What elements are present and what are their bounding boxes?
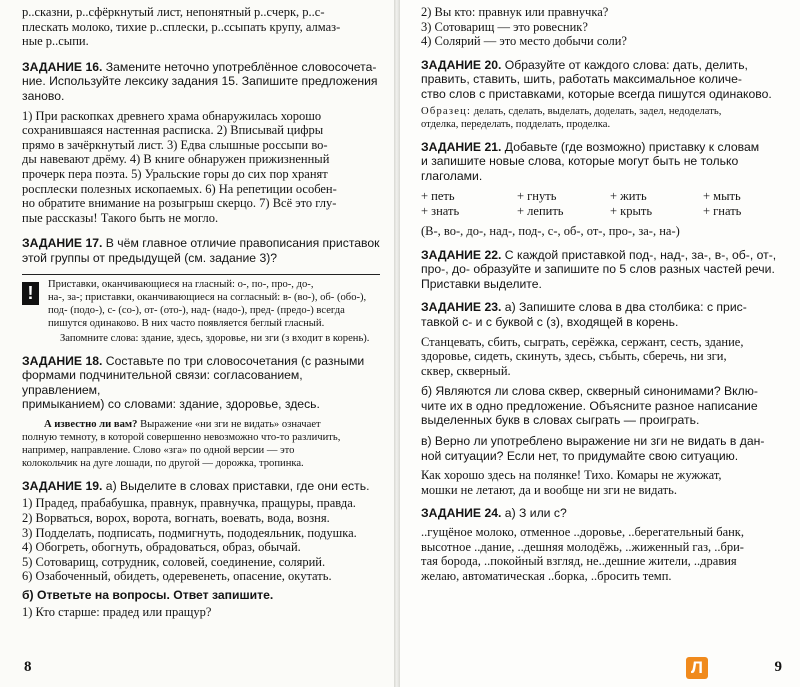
quote-block bbox=[421, 468, 784, 497]
word-item: + жить bbox=[610, 189, 647, 204]
intro-words bbox=[22, 5, 380, 49]
left-page bbox=[0, 0, 394, 687]
text-line: росплески полезных ископаемых. 6) На репетиции особен- bbox=[22, 181, 337, 196]
task-instruction: а) Выделите в словах приставки, где они есть. bbox=[105, 478, 370, 493]
task-23 bbox=[421, 300, 784, 497]
task-part-c bbox=[421, 434, 784, 463]
text-line: но обратите внимание на розыгрыш скерцо. 7) Всё это глу- bbox=[22, 196, 337, 211]
word-item: + гнать bbox=[703, 204, 742, 219]
task-instruction: Добавьте (где возможно) приставку к словам bbox=[504, 139, 760, 154]
task-instruction: ство слов с приставками, которые всегда пишутся одинаково. bbox=[421, 86, 772, 101]
list-item: 3) Подделать, подписать, подмигнуть, пододеяльник, подушка. bbox=[22, 525, 357, 540]
task-18 bbox=[22, 354, 380, 412]
task-title: ЗАДАНИЕ 22. bbox=[421, 247, 502, 262]
task-16 bbox=[22, 60, 380, 226]
task-19 bbox=[22, 479, 380, 619]
right-page bbox=[400, 0, 800, 687]
text-line: прямо в зачёркнутый лист. 3) Едва слышные россыпи во- bbox=[22, 137, 328, 152]
task-part-b bbox=[421, 384, 784, 428]
text-line: здоровье, сидеть, скинуть, здесь, събыть, сберечь, ни зги, bbox=[421, 349, 727, 364]
task-24 bbox=[421, 506, 784, 583]
task-title: ЗАДАНИЕ 18. bbox=[22, 353, 103, 368]
task-instruction: Приставки выделите. bbox=[421, 276, 542, 291]
word-item: + гнуть bbox=[517, 189, 557, 204]
word-item: + крыть bbox=[610, 204, 653, 219]
task-instruction: В чём главное отличие правописания приставок bbox=[105, 236, 380, 251]
task-instruction: про-, до- образуйте и запишите по 5 слов разных частей речи. bbox=[421, 262, 775, 277]
list-item: 2) Ворваться, ворох, ворота, вогнать, воевать, вода, возня. bbox=[22, 511, 330, 526]
text-line: плескать молоко, тихие р..сплески, р..ссыпать крупу, алмаз- bbox=[22, 19, 341, 34]
rule-line: Приставки, оканчивающиеся на гласный: о-, по-, про-, до-, bbox=[48, 278, 314, 290]
question: 3) Сотоварищ — это ровесник? bbox=[421, 19, 588, 34]
word-item: + лепить bbox=[517, 204, 564, 219]
prefix-hint: (В-, во-, до-, над-, под-, с-, об-, от-, про-, за-, на-) bbox=[421, 223, 680, 238]
task-instruction: чите их в одно предложение. Объясните разное написание bbox=[421, 398, 758, 413]
text-line: сквер, скверный. bbox=[421, 363, 511, 378]
task-title: ЗАДАНИЕ 19. bbox=[22, 478, 103, 493]
sample-label: Образец: bbox=[421, 105, 472, 117]
did-you-know-text: например, направление. Слово «зга» по одной версии — это bbox=[22, 444, 295, 456]
rule-line: под- (подо-), с- (со-), от- (ото-), над- (надо-), пред- (предо-) всегда bbox=[48, 304, 345, 316]
task-20 bbox=[421, 58, 784, 131]
did-you-know-title: А известно ли вам? bbox=[44, 418, 138, 430]
text-line: сохранившаяся настенная расписка. 2) Вписывай цифры bbox=[22, 123, 324, 138]
text-line: ные р..сыпи. bbox=[22, 34, 89, 49]
page-number: 8 bbox=[24, 659, 32, 675]
text-line: ды навевают дрёму. 4) В книге обнаружен прижизненный bbox=[22, 152, 330, 167]
task-title: ЗАДАНИЕ 24. bbox=[421, 506, 502, 521]
text-line: пые рассказы! Такого быть не могло. bbox=[22, 210, 219, 225]
text-line: мошки не летают, да и вообще ни зги не видать. bbox=[421, 482, 677, 497]
task-instruction: тавкой с- и с буквой с (з), входящей в корень. bbox=[421, 314, 679, 329]
word-item: + знать bbox=[421, 204, 460, 219]
page-number: 9 bbox=[774, 659, 782, 675]
task-instruction: б) Являются ли слова сквер, скверный синонимами? Вклю- bbox=[421, 384, 758, 399]
task-part-b: б) Ответьте на вопросы. Ответ запишите. bbox=[22, 588, 274, 603]
task-title: ЗАДАНИЕ 17. bbox=[22, 236, 103, 251]
task-title: ЗАДАНИЕ 21. bbox=[421, 139, 502, 154]
word-item: + петь bbox=[421, 189, 455, 204]
text-line: желаю, автоматическая ..борка, ..бросить темп. bbox=[421, 568, 672, 583]
question: 1) Кто старше: прадед или пращур? bbox=[22, 604, 212, 619]
task-instruction: выделенных букв в словах сыграть — проиграть. bbox=[421, 413, 700, 428]
text-line: ..гущёное молоко, отменное ..доровье, ..берегательный банк, bbox=[421, 525, 744, 540]
question: 4) Солярий — это место добычи соли? bbox=[421, 34, 627, 49]
rule-line: на-, за-; приставки, оканчивающиеся на согласный: в- (во-), об- (обо-), bbox=[48, 291, 367, 303]
did-you-know bbox=[22, 418, 380, 470]
task-instruction: заново. bbox=[22, 88, 65, 103]
task-instruction: Замените неточно употреблённое словосочета- bbox=[105, 59, 377, 74]
task-instruction: глаголами. bbox=[421, 168, 483, 183]
task-instruction: формами подчинительной связи: согласованием, управлением, bbox=[22, 368, 303, 397]
task-22 bbox=[421, 248, 784, 292]
question-list bbox=[421, 5, 784, 49]
task-instruction: Составьте по три словосочетания (с разными bbox=[105, 353, 365, 368]
text-line: Станцевать, сбить, сыграть, серёжка, сержант, сесть, здание, bbox=[421, 334, 744, 349]
exclamation-icon: ! bbox=[22, 282, 39, 305]
task-instruction: примыканием) со словами: здание, здоровье, здесь. bbox=[22, 397, 320, 412]
list-item: 1) Прадед, прабабушка, правнук, правнучка, пращуры, правда. bbox=[22, 496, 356, 511]
word-list bbox=[421, 335, 784, 379]
task-body bbox=[421, 525, 784, 583]
text-line: Как хорошо здесь на полянке! Тихо. Комары не жужжат, bbox=[421, 468, 722, 483]
task-instruction: Образуйте от каждого слова: дать, делить, bbox=[504, 57, 748, 72]
task-body bbox=[22, 109, 380, 226]
task-items bbox=[22, 496, 380, 584]
text-line: высотное ..дание, ..дешняя молодёжь, ..жиженный газ, ..бри- bbox=[421, 539, 744, 554]
list-item: 6) Озабоченный, обидеть, одеревенеть, опасение, окутать. bbox=[22, 569, 332, 584]
task-title: ЗАДАНИЕ 20. bbox=[421, 57, 502, 72]
task-title: ЗАДАНИЕ 16. bbox=[22, 59, 103, 74]
sample-text: делать, сделать, выделать, доделать, задел, недоделать, bbox=[473, 105, 722, 117]
sample-text: отделка, переделать, подделать, проделка. bbox=[421, 118, 611, 130]
text-line: р..сказни, р..сфёркнутый лист, непонятный р..счерк, р..с- bbox=[22, 5, 325, 19]
publisher-logo-icon: Л bbox=[686, 657, 708, 679]
task-title: ЗАДАНИЕ 23. bbox=[421, 300, 502, 315]
task-instruction: этой группы от предыдущей (см. задание 3)? bbox=[22, 250, 278, 265]
rule-line: пишутся одинаково. В них часто появляется беглый гласный. bbox=[48, 317, 325, 329]
did-you-know-text: Выражение «ни зги не видать» означает bbox=[140, 418, 321, 430]
remember-note: Запомните слова: здание, здесь, здоровье, ни зги (з входит в корень). bbox=[60, 332, 370, 344]
did-you-know-text: полную темноту, в которой совершенно невозможно что-то различить, bbox=[22, 431, 341, 443]
task-17 bbox=[22, 236, 380, 265]
task-instruction: ние. Используйте лексику задания 15. Запишите предложения bbox=[22, 74, 378, 89]
task-instruction: С каждой приставкой под-, над-, за-, в-, об-, от-, bbox=[504, 247, 777, 262]
text-line: тая борода, ..покойный взгляд, не..дешние жители, ..дравия bbox=[421, 554, 737, 569]
list-item: 4) Обогреть, обогнуть, обрадоваться, образ, обычай. bbox=[22, 540, 301, 555]
word-item: + мыть bbox=[703, 189, 741, 204]
list-item: 5) Сотоварищ, сотрудник, соловей, соединение, солярий. bbox=[22, 554, 326, 569]
task-instruction: и запишите новые слова, которые могут быть не только bbox=[421, 154, 739, 169]
task-instruction: ной ситуации? Если нет, то придумайте свою ситуацию. bbox=[421, 448, 739, 463]
task-instruction: а) З или с? bbox=[504, 506, 567, 521]
task-instruction: в) Верно ли употреблено выражение ни зги не видать в дан- bbox=[421, 434, 765, 449]
word-grid bbox=[421, 189, 784, 219]
text-line: прочерк пера поэта. 5) Уральские горы до сих пор хранят bbox=[22, 166, 328, 181]
task-instruction: править, ставить, шить, работать максимальное количе- bbox=[421, 72, 742, 87]
rule-box bbox=[22, 274, 380, 345]
did-you-know-text: колокольчик на дуге лошади, по другой — дорожка, тропинка. bbox=[22, 457, 304, 469]
text-line: 1) При раскопках древнего храма обнаружилась хорошо bbox=[22, 108, 322, 123]
task-21 bbox=[421, 140, 784, 239]
question: 2) Вы кто: правнук или правнучка? bbox=[421, 5, 609, 19]
task-instruction: а) Запишите слова в два столбика: с прис- bbox=[504, 300, 747, 315]
